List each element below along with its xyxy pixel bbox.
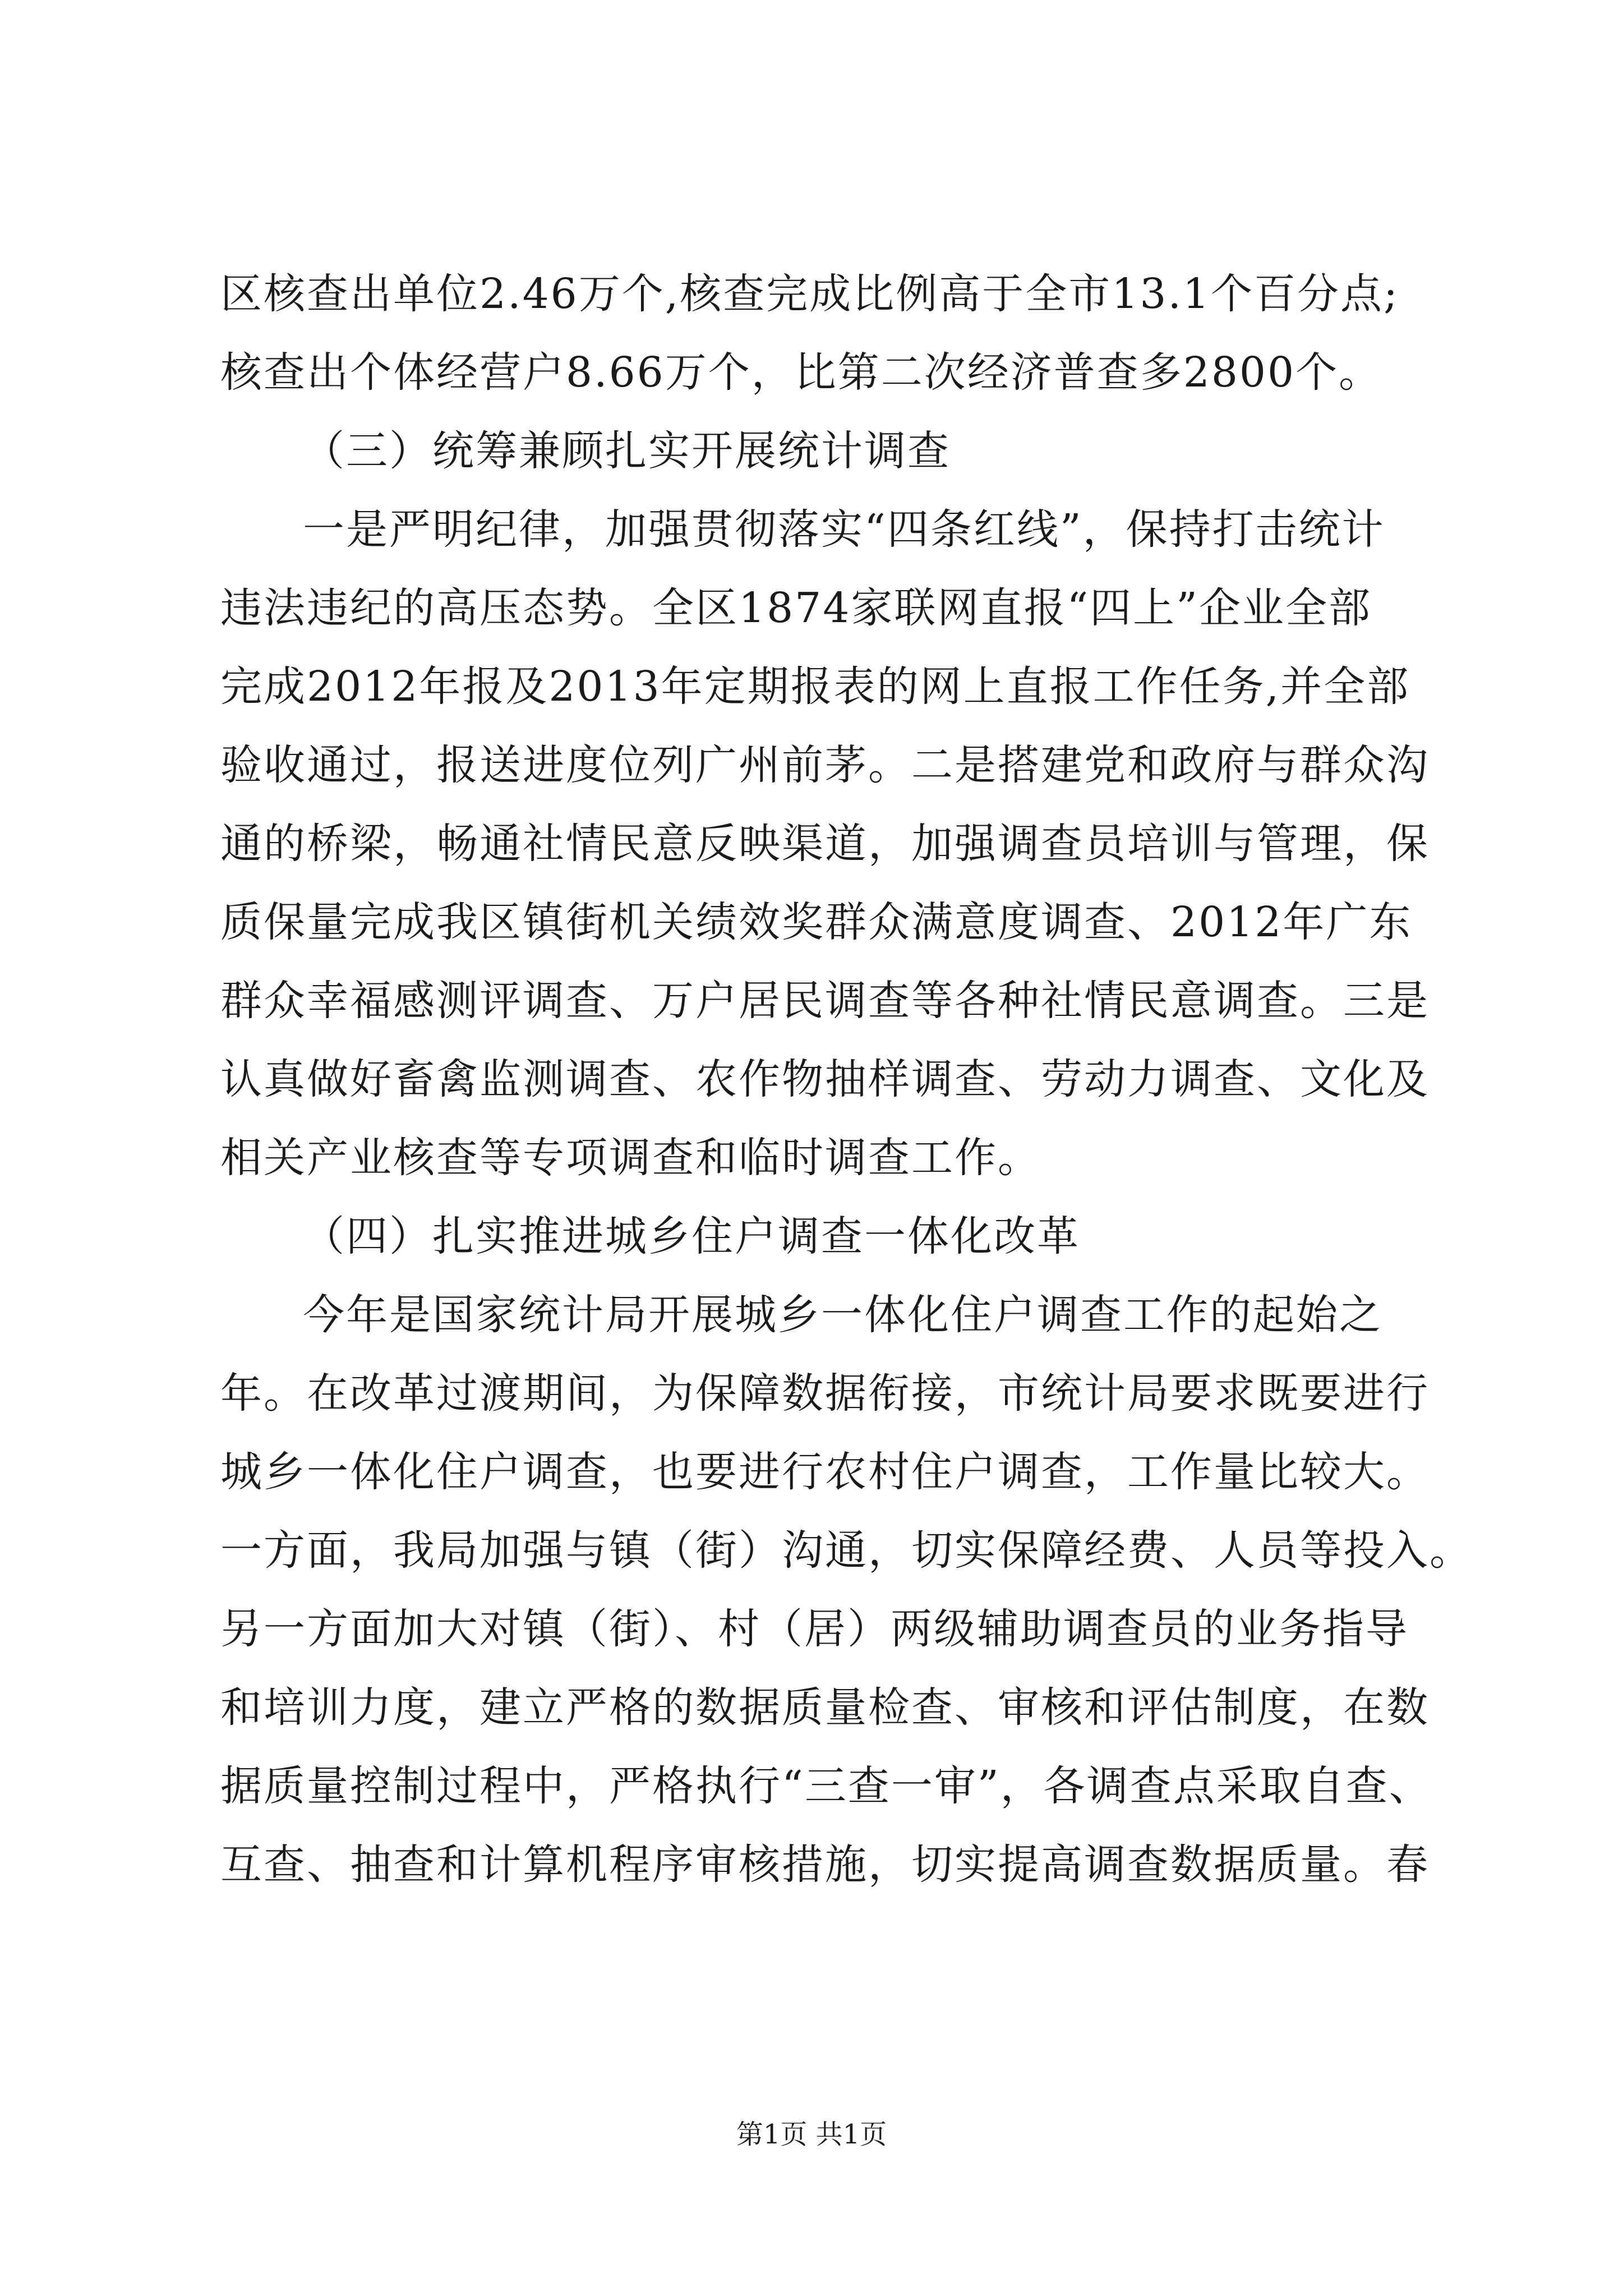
body-line: 一方面，我局加强与镇（街）沟通，切实保障经费、人员等投入。 <box>220 1526 1473 1575</box>
body-line: 互查、抽查和计算机程序审核措施，切实提高调查数据质量。春 <box>220 1841 1430 1889</box>
paragraph-first-line: 一是严明纪律，加强贯彻落实“四条红线”，保持打击统计 <box>303 505 1385 554</box>
body-line: 城乡一体化住户调查，也要进行农村住户调查，工作量比较大。 <box>220 1448 1430 1496</box>
body-line: 年。在改革过渡期间，为保障数据衔接，市统计局要求既要进行 <box>220 1369 1430 1418</box>
body-line: 违法违纪的高压态势。全区1874家联网直报“四上”企业全部 <box>220 584 1372 632</box>
body-line: 区核查出单位2.46万个,核查完成比例高于全市13.1个百分点; <box>220 270 1399 318</box>
body-line: 质保量完成我区镇街机关绩效奖群众满意度调查、2012年广东 <box>220 898 1413 946</box>
body-line: 核查出个体经营户8.66万个，比第二次经济普查多2800个。 <box>220 348 1382 397</box>
body-line: 完成2012年报及2013年定期报表的网上直报工作任务,并全部 <box>220 662 1410 711</box>
section-heading: （三）统筹兼顾扎实开展统计调查 <box>303 427 951 475</box>
body-line: 群众幸福感测评调查、万户居民调查等各种社情民意调查。三是 <box>220 977 1430 1025</box>
body-line: 和培训力度，建立严格的数据质量检查、审核和评估制度，在数 <box>220 1683 1430 1732</box>
body-line: 另一方面加大对镇（街）、村（居）两级辅助调查员的业务指导 <box>220 1605 1409 1653</box>
section-heading: （四）扎实推进城乡住户调查一体化改革 <box>303 1212 1080 1260</box>
body-line: 相关产业核查等专项调查和临时调查工作。 <box>220 1134 1041 1182</box>
page-footer: 第1页 共1页 <box>736 2119 887 2150</box>
paragraph-first-line: 今年是国家统计局开展城乡一体化住户调查工作的起始之 <box>303 1291 1382 1339</box>
body-line: 据质量控制过程中，严格执行“三查一审”，各调查点采取自查、 <box>220 1762 1432 1810</box>
body-line: 验收通过，报送进度位列广州前茅。二是搭建党和政府与群众沟 <box>220 741 1430 789</box>
body-line: 认真做好畜禽监测调查、农作物抽样调查、劳动力调查、文化及 <box>220 1055 1430 1103</box>
body-line: 通的桥梁，畅通社情民意反映渠道，加强调查员培训与管理，保 <box>220 820 1430 868</box>
